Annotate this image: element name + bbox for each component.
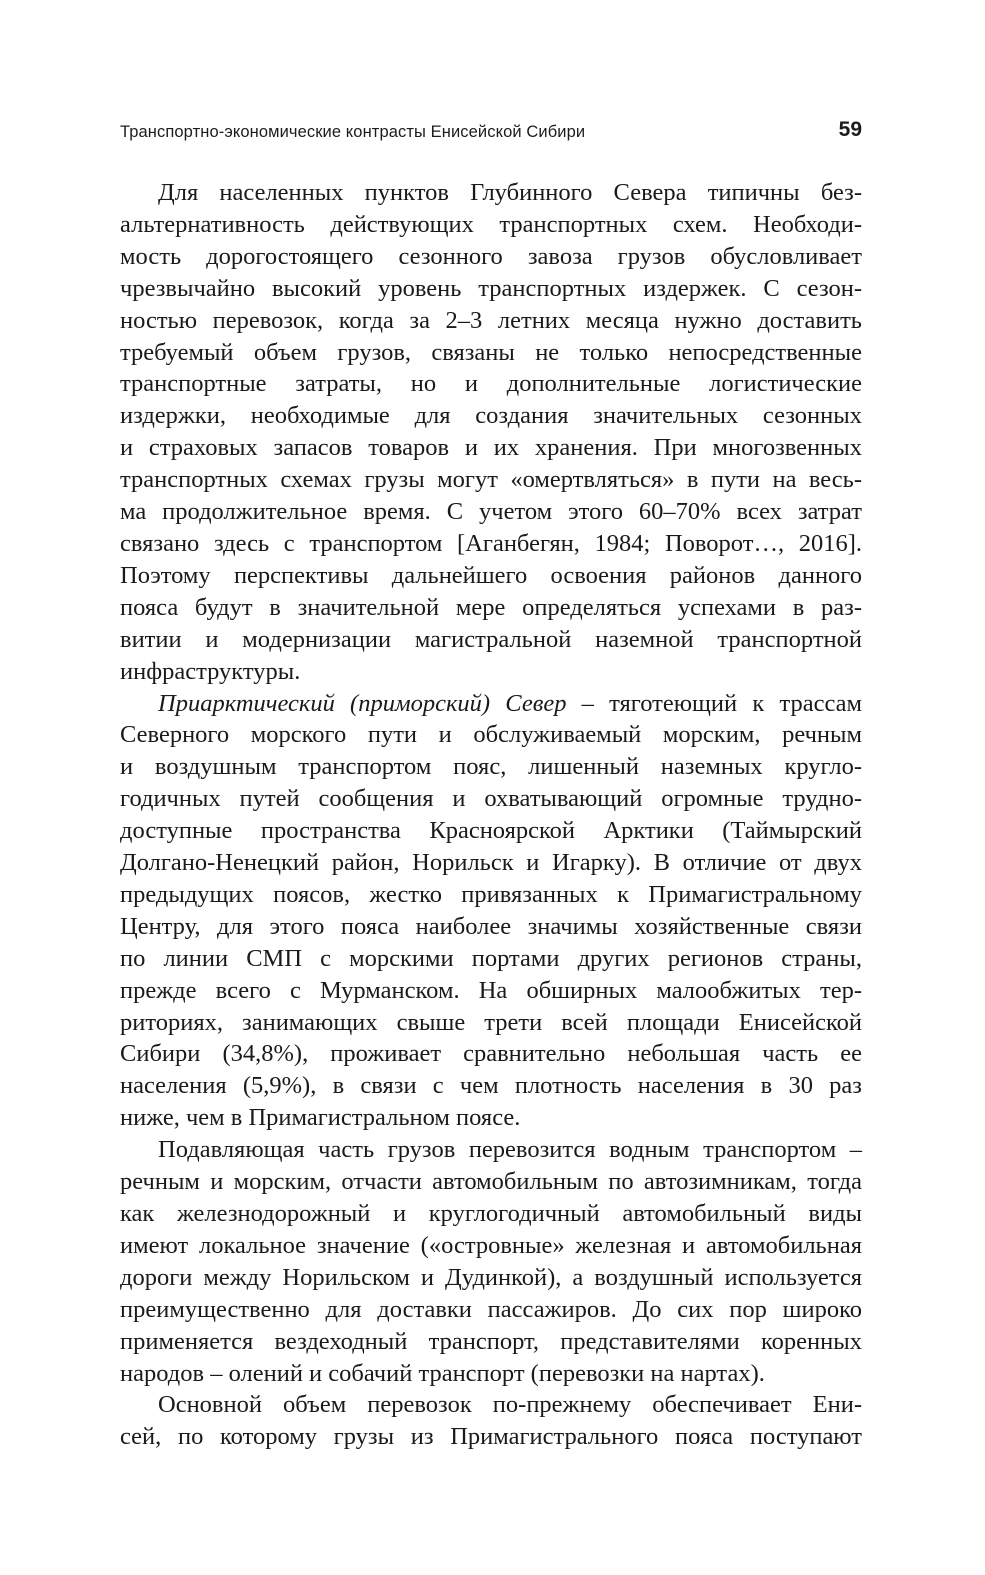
text-line: и страховых запасов товаров и их хранения. При многозвенных	[120, 434, 862, 462]
text-line: годичных путей сообщения и охватывающий огромные трудно-	[120, 785, 862, 813]
text-line: сей, по которому грузы из Примагистрального пояса поступают	[120, 1423, 862, 1451]
text-line: ностью перевозок, когда за 2–3 летних месяца нужно доставить	[120, 306, 862, 334]
body-text	[120, 177, 862, 1453]
paragraph-4	[120, 1389, 862, 1453]
text-line: преимущественно для доставки пассажиров. До сих пор широко	[120, 1295, 862, 1323]
text-line: ма продолжительное время. С учетом этого 60–70% всех затрат	[120, 498, 862, 526]
text-line: Северного морского пути и обслуживаемый морским, речным	[120, 721, 862, 749]
text-line: народов – олений и собачий транспорт (перевозки на нартах).	[120, 1359, 765, 1387]
italic-term: Приарктический (приморский) Север	[158, 689, 567, 717]
text-line: дороги между Норильском и Дудинкой), а воздушный используется	[120, 1263, 862, 1291]
text-line: речным и морским, отчасти автомобильным по автозимникам, тогда	[120, 1168, 862, 1196]
paragraph-3	[120, 1134, 862, 1389]
text-line: прежде всего с Мурманском. На обширных малообжитых тер-	[120, 976, 862, 1004]
text-line: пояса будут в значительной мере определяться успехами в раз-	[120, 593, 862, 621]
text-line: альтернативность действующих транспортных схем. Необходи-	[120, 210, 862, 238]
text-line: применяется вездеходный транспорт, представителями коренных	[120, 1327, 862, 1355]
text-line: Подавляющая часть грузов перевозится водным транспортом –	[158, 1136, 862, 1164]
text-line: чрезвычайно высокий уровень транспортных издержек. С сезон-	[120, 274, 862, 302]
text-line: риториях, занимающих свыше трети всей площади Енисейской	[120, 1008, 862, 1036]
text-line: связано здесь с транспортом [Аганбегян, 1984; Поворот…, 2016].	[120, 529, 862, 557]
text-line: мость дорогостоящего сезонного завоза грузов обусловливает	[120, 242, 862, 270]
paragraph-1	[120, 177, 862, 688]
text-line: населения (5,9%), в связи с чем плотность населения в 30 раз	[120, 1072, 862, 1100]
text-line: Долгано-Ненецкий район, Норильск и Игарку). В отличие от двух	[120, 849, 862, 877]
running-header	[120, 118, 862, 148]
lead-rest: – тяготеющий к трассам	[566, 689, 862, 717]
text-line: ниже, чем в Примагистральном поясе.	[120, 1104, 521, 1132]
text-line: Сибири (34,8%), проживает сравнительно небольшая часть ее	[120, 1040, 862, 1068]
text-line: имеют локальное значение («островные» железная и автомобильная	[120, 1231, 862, 1259]
text-line: Центру, для этого пояса наиболее значимы хозяйственные связи	[120, 912, 862, 940]
text-line: Для населенных пунктов Глубинного Севера типичны без-	[158, 179, 862, 206]
text-line: и воздушным транспортом пояс, лишенный наземных кругло-	[120, 753, 862, 781]
running-title: Транспортно-экономические контрасты Енисейской Сибири	[120, 123, 586, 141]
text-line: по линии СМП с морскими портами других регионов страны,	[120, 944, 862, 972]
text-line: транспортные затраты, но и дополнительные логистические	[120, 370, 862, 398]
text-line: транспортных схемах грузы могут «омертвляться» в пути на весь-	[120, 466, 862, 494]
text-line-lead	[120, 688, 862, 720]
text-line: требуемый объем грузов, связаны не только непосредственные	[120, 338, 862, 366]
text-line: инфраструктуры.	[120, 657, 301, 685]
text-line: издержки, необходимые для создания значительных сезонных	[120, 402, 862, 430]
text-line: Основной объем перевозок по-прежнему обеспечивает Ени-	[158, 1391, 862, 1419]
page-number: 59	[838, 118, 862, 141]
text-line: предыдущих поясов, жестко привязанных к Примагистральному	[120, 880, 862, 908]
text-line: витии и модернизации магистральной наземной транспортной	[120, 625, 862, 653]
text-line: доступные пространства Красноярской Арктики (Таймырский	[120, 817, 862, 845]
text-line: как железнодорожный и круглогодичный автомобильный виды	[120, 1200, 862, 1227]
paragraph-2	[120, 688, 862, 1135]
text-line: Поэтому перспективы дальнейшего освоения районов данного	[120, 561, 862, 589]
